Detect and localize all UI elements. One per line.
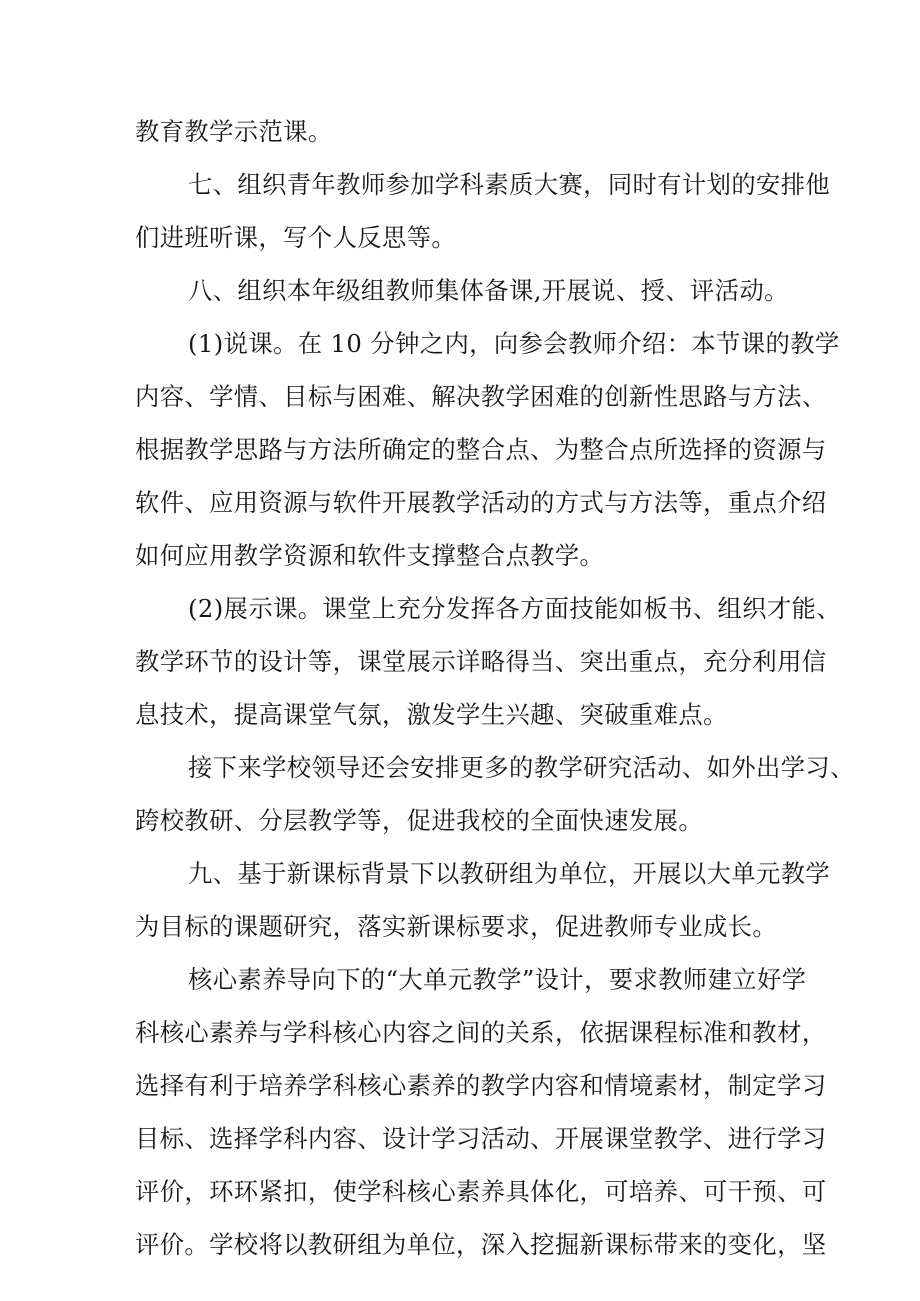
text-line-9: 如何应用教学资源和软件支撑整合点教学。 bbox=[135, 541, 605, 570]
text-line-18: 科核心素养与学科核心内容之间的关系，依据课程标准和教材， bbox=[135, 1018, 827, 1047]
text-line-7: 根据教学思路与方法所确定的整合点、为整合点所选择的资源与 bbox=[135, 435, 827, 464]
text-line-13: 接下来学校领导还会安排更多的教学研究活动、如外出学习、 bbox=[188, 753, 855, 782]
text-line-15: 九、基于新课标背景下以教研组为单位，开展以大单元教学 bbox=[188, 859, 831, 888]
text-line-2: 七、组织青年教师参加学科素质大赛，同时有计划的安排他 bbox=[188, 170, 831, 199]
text-line-12: 息技术，提高课堂气氛，激发学生兴趣、突破重难点。 bbox=[135, 700, 728, 729]
text-line-5: (1)说课。在 10 分钟之内，向参会教师介绍：本节课的教学 bbox=[188, 329, 840, 358]
text-line-8: 软件、应用资源与软件开展教学活动的方式与方法等，重点介绍 bbox=[135, 488, 827, 517]
text-line-17: 核心素养导向下的“大单元教学”设计，要求教师建立好学 bbox=[188, 965, 807, 994]
text-line-21: 评价，环环紧扣，使学科核心素养具体化，可培养、可干预、可 bbox=[135, 1177, 827, 1206]
text-line-16: 为目标的课题研究，落实新课标要求，促进教师专业成长。 bbox=[135, 912, 778, 941]
text-line-3: 们进班听课，写个人反思等。 bbox=[135, 223, 457, 252]
text-line-4: 八、组织本年级组教师集体备课,开展说、授、评活动。 bbox=[188, 276, 789, 305]
text-line-22: 评价。学校将以教研组为单位，深入挖掘新课标带来的变化，坚 bbox=[135, 1230, 827, 1259]
text-line-6: 内容、学情、目标与困难、解决教学困难的创新性思路与方法、 bbox=[135, 382, 827, 411]
text-line-11: 教学环节的设计等，课堂展示详略得当、突出重点，充分利用信 bbox=[135, 647, 827, 676]
text-line-10: (2)展示课。课堂上充分发挥各方面技能如板书、组织才能、 bbox=[188, 594, 842, 623]
document-body bbox=[135, 115, 855, 1262]
text-line-19: 选择有利于培养学科核心素养的教学内容和情境素材，制定学习 bbox=[135, 1071, 827, 1100]
text-line-14: 跨校教研、分层教学等，促进我校的全面快速发展。 bbox=[135, 806, 704, 835]
text-line-1: 教育教学示范课。 bbox=[135, 117, 333, 146]
text-line-20: 目标、选择学科内容、设计学习活动、开展课堂教学、进行学习 bbox=[135, 1124, 827, 1153]
